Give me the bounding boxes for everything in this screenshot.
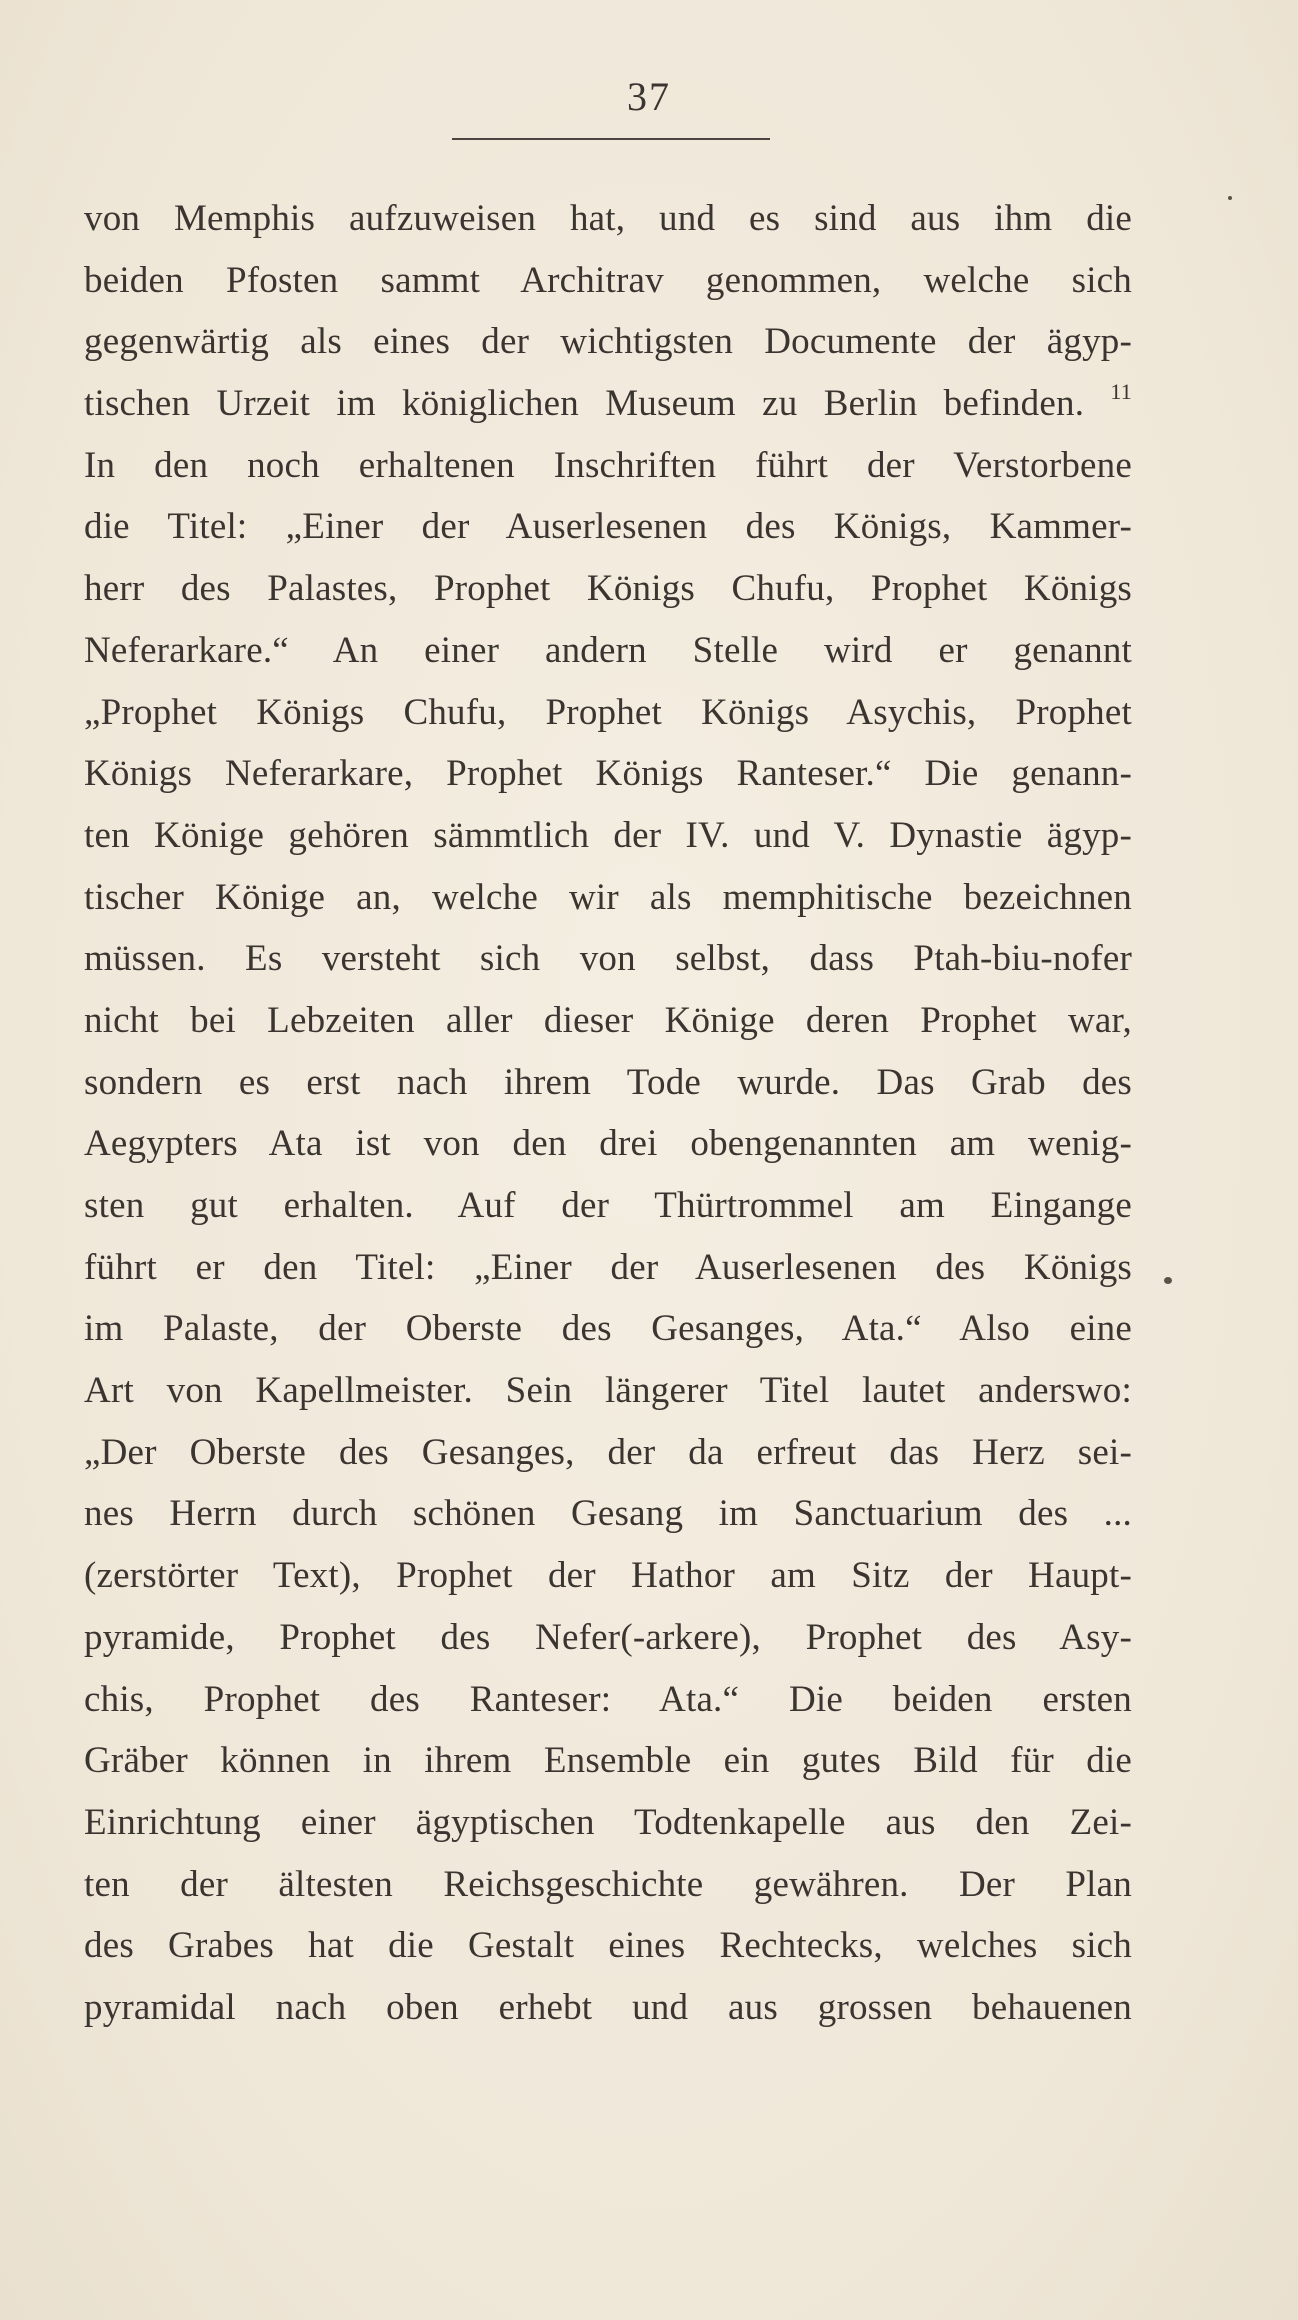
text-line: pyramidal nach oben erhebt und aus grossen behauenen [84, 1986, 1132, 2028]
paper-speck [1228, 196, 1232, 200]
text-line: Gräber können in ihrem Ensemble ein gutes Bild für die [84, 1740, 1132, 1782]
text-line: „Prophet Königs Chufu, Prophet Königs Asychis, Prophet [84, 691, 1132, 733]
text-line: gegenwärtig als eines der wichtigsten Documente der ägyp- [84, 321, 1132, 363]
text-line: tischen Urzeit im königlichen Museum zu Berlin befinden. [84, 383, 1085, 425]
text-line: nes Herrn durch schönen Gesang im Sanctuarium des ... [84, 1493, 1132, 1535]
text-line: pyramide, Prophet des Nefer(-arkere), Prophet des Asy- [84, 1616, 1132, 1658]
text-line: sondern es erst nach ihrem Tode wurde. Das Grab des [84, 1061, 1132, 1103]
footnote-marker: 11 [1110, 379, 1133, 405]
text-line: ten der ältesten Reichsgeschichte gewähren. Der Plan [84, 1863, 1132, 1905]
text-line: die Titel: „Einer der Auserlesenen des Königs, Kammer- [84, 506, 1132, 548]
body-text [84, 188, 1132, 2039]
text-line: Einrichtung einer ägyptischen Todtenkapelle aus den Zei- [84, 1801, 1132, 1843]
text-line: Neferarkare.“ An einer andern Stelle wird er genannt [84, 629, 1132, 671]
text-line: müssen. Es versteht sich von selbst, dass Ptah-biu-nofer [84, 938, 1132, 980]
text-line: von Memphis aufzuweisen hat, und es sind aus ihm die [84, 198, 1132, 239]
text-line: herr des Palastes, Prophet Königs Chufu, Prophet Königs [84, 568, 1132, 610]
text-line: Aegypters Ata ist von den drei obengenannten am wenig- [84, 1123, 1132, 1165]
text-line: chis, Prophet des Ranteser: Ata.“ Die beiden ersten [84, 1678, 1132, 1720]
text-line: beiden Pfosten sammt Architrav genommen, welche sich [84, 259, 1132, 301]
text-line: des Grabes hat die Gestalt eines Rechtecks, welches sich [84, 1925, 1132, 1967]
text-line: Königs Neferarkare, Prophet Königs Ranteser.“ Die genann- [84, 753, 1132, 795]
text-line: „Der Oberste des Gesanges, der da erfreut das Herz sei- [84, 1431, 1132, 1473]
text-line: im Palaste, der Oberste des Gesanges, Ata.“ Also eine [84, 1308, 1132, 1350]
page-number: 37 [627, 74, 671, 119]
text-line: Art von Kapellmeister. Sein längerer Titel lautet anderswo: [84, 1370, 1132, 1412]
text-line: sten gut erhalten. Auf der Thürtrommel am Eingange [84, 1185, 1132, 1226]
text-line: ten Könige gehören sämmtlich der IV. und V. Dynastie ägyp- [84, 814, 1132, 856]
text-line: tischer Könige an, welche wir als memphitische bezeichnen [84, 876, 1132, 918]
text-line: führt er den Titel: „Einer der Auserlesenen des Königs [84, 1246, 1132, 1288]
paper-speck [1164, 1277, 1172, 1284]
text-line-with-footnote [84, 373, 1132, 435]
text-line: In den noch erhaltenen Inschriften führt der Verstorbene [84, 444, 1132, 486]
text-line: nicht bei Lebzeiten aller dieser Könige deren Prophet war, [84, 999, 1132, 1041]
text-line: (zerstörter Text), Prophet der Hathor am Sitz der Haupt- [84, 1555, 1132, 1597]
header-rule [452, 138, 770, 140]
